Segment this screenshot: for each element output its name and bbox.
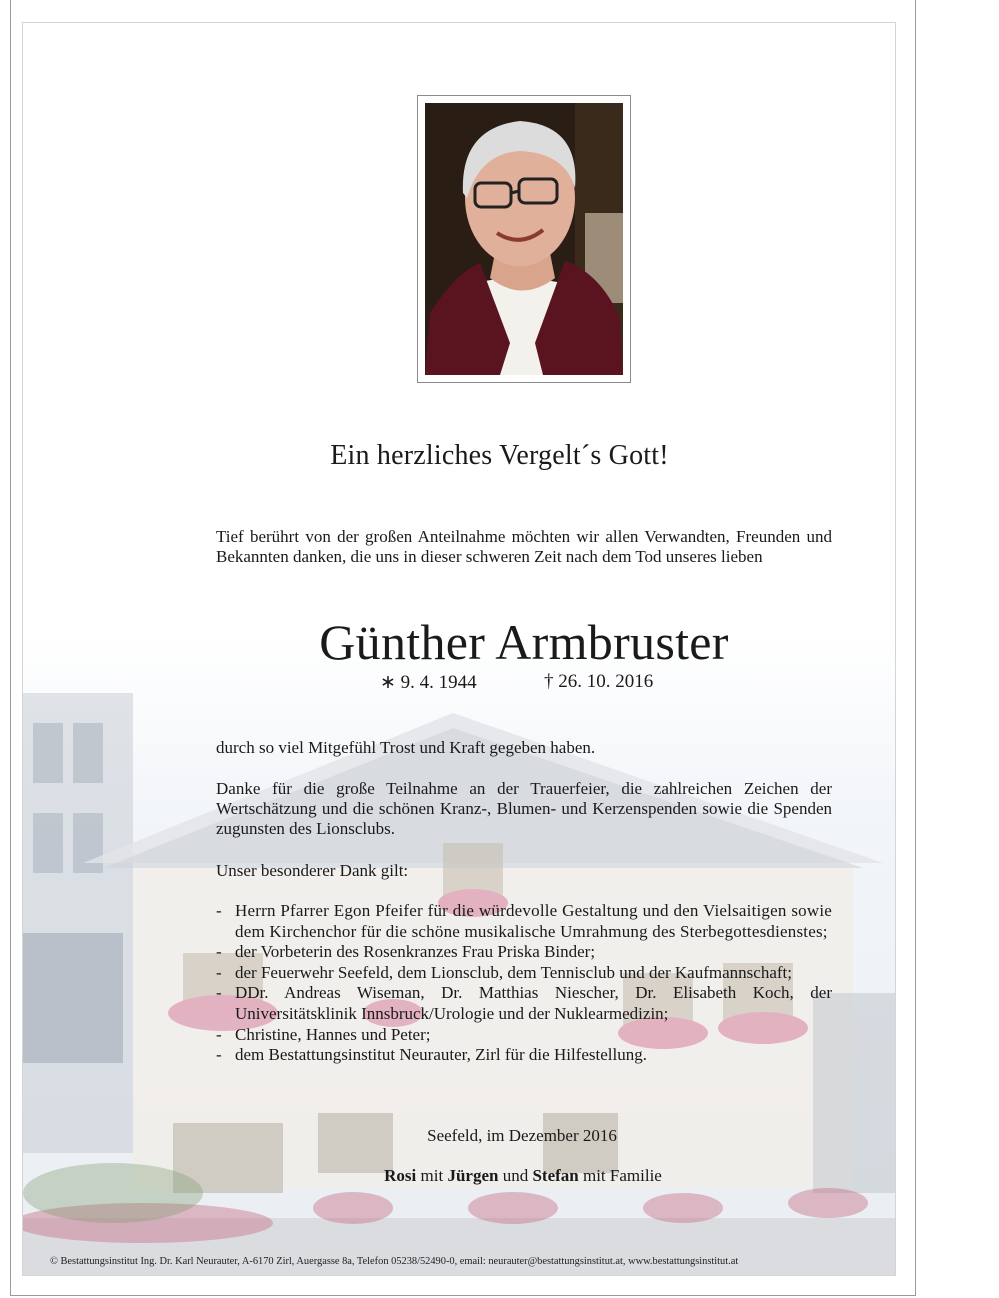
- portrait-photo: [425, 103, 623, 375]
- list-item: - DDr. Andreas Wiseman, Dr. Matthias Niescher, Dr. Elisabeth Koch, der Universitätsklinik Innsbruck/Urologie und der Nuklearmedizin;: [216, 983, 832, 1023]
- after-name-line: durch so viel Mitgefühl Trost und Kraft gegeben haben.: [216, 738, 596, 757]
- list-item: - dem Bestattungsinstitut Neurauter, Zirl für die Hilfestellung.: [216, 1045, 647, 1065]
- intro-paragraph: Tief berührt von der großen Anteilnahme möchten wir allen Verwandten, Freunden und Bekannten danken, die uns in dieser schweren Zeit nach dem Tod unseres lieben: [216, 527, 832, 566]
- portrait-frame: [417, 95, 631, 383]
- death-date-value: 26. 10. 2016: [558, 671, 654, 692]
- list-item: - Christine, Hannes und Peter;: [216, 1024, 431, 1044]
- family-signature: Rosi mit Jürgen und Stefan mit Familie: [384, 1166, 662, 1185]
- family-name-3: Stefan: [532, 1166, 579, 1185]
- special-thanks-heading: Unser besonderer Dank gilt:: [216, 861, 409, 880]
- list-item: - Herrn Pfarrer Egon Pfeifer für die würdevolle Gestaltung und den Vielsaitigen sowie dem Kirchenchor für die schöne musikalische Umrahmung des Sterbegottesdienstes;: [216, 901, 832, 941]
- birth-star-icon: ∗: [380, 672, 396, 693]
- thanks-paragraph: Danke für die große Teilnahme an der Trauerfeier, die zahlreichen Zeichen der Wertschätzung und die schönen Kranz-, Blumen- und Kerzenspenden sowie die Spenden zugunsten des Lionsclubs.: [216, 779, 832, 838]
- place-date: Seefeld, im Dezember 2016: [427, 1126, 617, 1145]
- headline: Ein herzliches Vergelt´s Gott!: [330, 440, 669, 471]
- family-name-1: Rosi: [384, 1166, 417, 1185]
- deceased-name: Günther Armbruster: [319, 614, 729, 670]
- cross-icon: †: [544, 671, 554, 692]
- footer-imprint: © Bestattungsinstitut Ing. Dr. Karl Neurauter, A-6170 Zirl, Auergasse 8a, Telefon 05238/52490-0, email: neurauter@bestattungsinstitut.at, www.bestattungsinstitut.at: [50, 1256, 739, 1267]
- list-item: - der Vorbeterin des Rosenkranzes Frau Priska Binder;: [216, 942, 596, 962]
- birth-date: [380, 671, 477, 694]
- list-item: - der Feuerwehr Seefeld, dem Lionsclub, dem Tennisclub und der Kaufmannschaft;: [216, 962, 792, 982]
- special-thanks-list: [216, 901, 832, 1066]
- family-name-2: Jürgen: [447, 1166, 499, 1185]
- death-date: [544, 671, 653, 693]
- birth-date-value: 9. 4. 1944: [400, 672, 477, 693]
